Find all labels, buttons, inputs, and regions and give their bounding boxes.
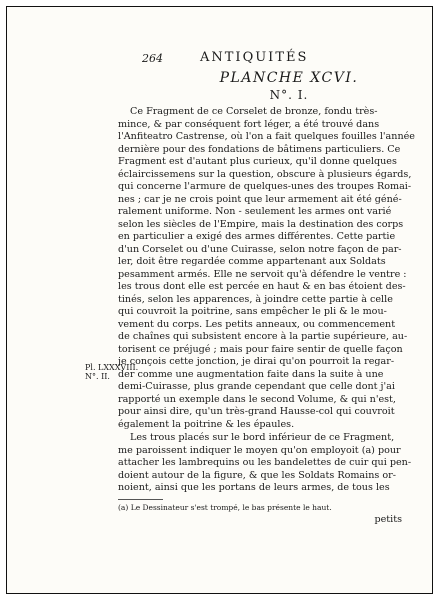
text-line: tinés, selon les apparences, à joindre cette partie à celle: [118, 293, 393, 305]
paragraph-one: [118, 106, 420, 431]
text-line: selon les siècles de l'Empire, mais la destination des corps: [118, 218, 404, 230]
text-line: Les trous placés sur le bord inférieur de ce Fragment,: [130, 432, 395, 443]
text-line: de chaînes qui subsistent encore à la partie supérieure, au-: [118, 331, 408, 342]
text-line: doient autour de la figure, & que les Soldats Romains or-: [118, 469, 396, 481]
plate-title: PLANCHE XCVI.: [219, 70, 359, 86]
text-line: rapporté un exemple dans le second Volume, & qui n'est,: [118, 393, 396, 405]
paragraph-two: [118, 432, 420, 495]
footnote-rule: [118, 499, 163, 500]
text-line: pour ainsi dire, qu'un très-grand Hausse-col qui couvroit: [118, 406, 395, 417]
text-line: l'Anfiteatro Castrense, où l'on a fait quelques fouilles l'année: [118, 131, 415, 142]
text-line: ler, doit être regardée comme appartenant aux Soldats: [118, 256, 386, 267]
text-line: les trous dont elle est percée en haut & en bas étoient des-: [118, 281, 406, 292]
margin-note-number: N°. II.: [85, 372, 110, 381]
text-line: noient, ainsi que les portans de leurs armes, de tous les: [118, 482, 390, 493]
text-line: qui concerne l'armure de quelques-unes des troupes Romai-: [118, 181, 412, 192]
text-line: me paroissent indiquer le moyen qu'on employoit (a) pour: [118, 444, 401, 456]
text-line: ralement uniforme. Non - seulement les armes ont varié: [118, 206, 392, 217]
margin-note: [85, 363, 139, 381]
text-line: éclaircissemens sur la question, obscure à plusieurs égards,: [118, 168, 412, 180]
text-line: Ce Fragment de ce Corselet de bronze, fondu très-: [130, 106, 378, 117]
text-line: je conçois cette jonction, je dirai qu'on pourroit la regar-: [118, 356, 395, 367]
text-line: der comme une augmentation faite dans la suite à une: [118, 368, 384, 380]
margin-note-plate: Pl. LXXXVIII.: [85, 363, 139, 372]
text-line: demi-Cuirasse, plus grande cependant que celle dont j'ai: [118, 381, 395, 392]
text-line: Fragment est d'autant plus curieux, qu'il donne quelques: [118, 156, 397, 167]
catchword: petits: [374, 513, 402, 525]
text-line: mince, & par conséquent fort léger, a été trouvé dans: [118, 118, 380, 130]
plate-number: N°. I.: [269, 88, 309, 102]
text-line: pesamment armés. Elle ne servoit qu'à défendre le ventre :: [118, 268, 407, 280]
text-line: dernière pour des fondations de bâtimens particuliers. Ce: [118, 143, 401, 155]
text-line: torisent ce préjugé ; mais pour faire sentir de quelle façon: [118, 343, 403, 355]
text-line: nes ; car je ne crois point que leur armement ait été géné-: [118, 193, 402, 205]
running-title: ANTIQUITÉS: [200, 50, 309, 65]
running-head: [118, 50, 420, 68]
text-line: vement du corps. Les petits anneaux, ou commencement: [118, 318, 396, 330]
text-line: d'un Corselet ou d'une Cuirasse, selon notre façon de par-: [118, 243, 402, 255]
text-line: également la poitrine & les épaules.: [118, 418, 295, 430]
text-line: attacher les lambrequins ou les bandelettes de cuir qui pen-: [118, 457, 412, 468]
footnote: (a) Le Dessinateur s'est trompé, le bas présente le haut.: [118, 502, 332, 512]
page-number: 264: [142, 52, 163, 65]
book-page: [118, 50, 420, 525]
text-line: qui couvroit la poitrine, sans empêcher le pli & le mou-: [118, 306, 387, 317]
text-line: en particulier a exigé des armes différentes. Cette partie: [118, 231, 396, 242]
